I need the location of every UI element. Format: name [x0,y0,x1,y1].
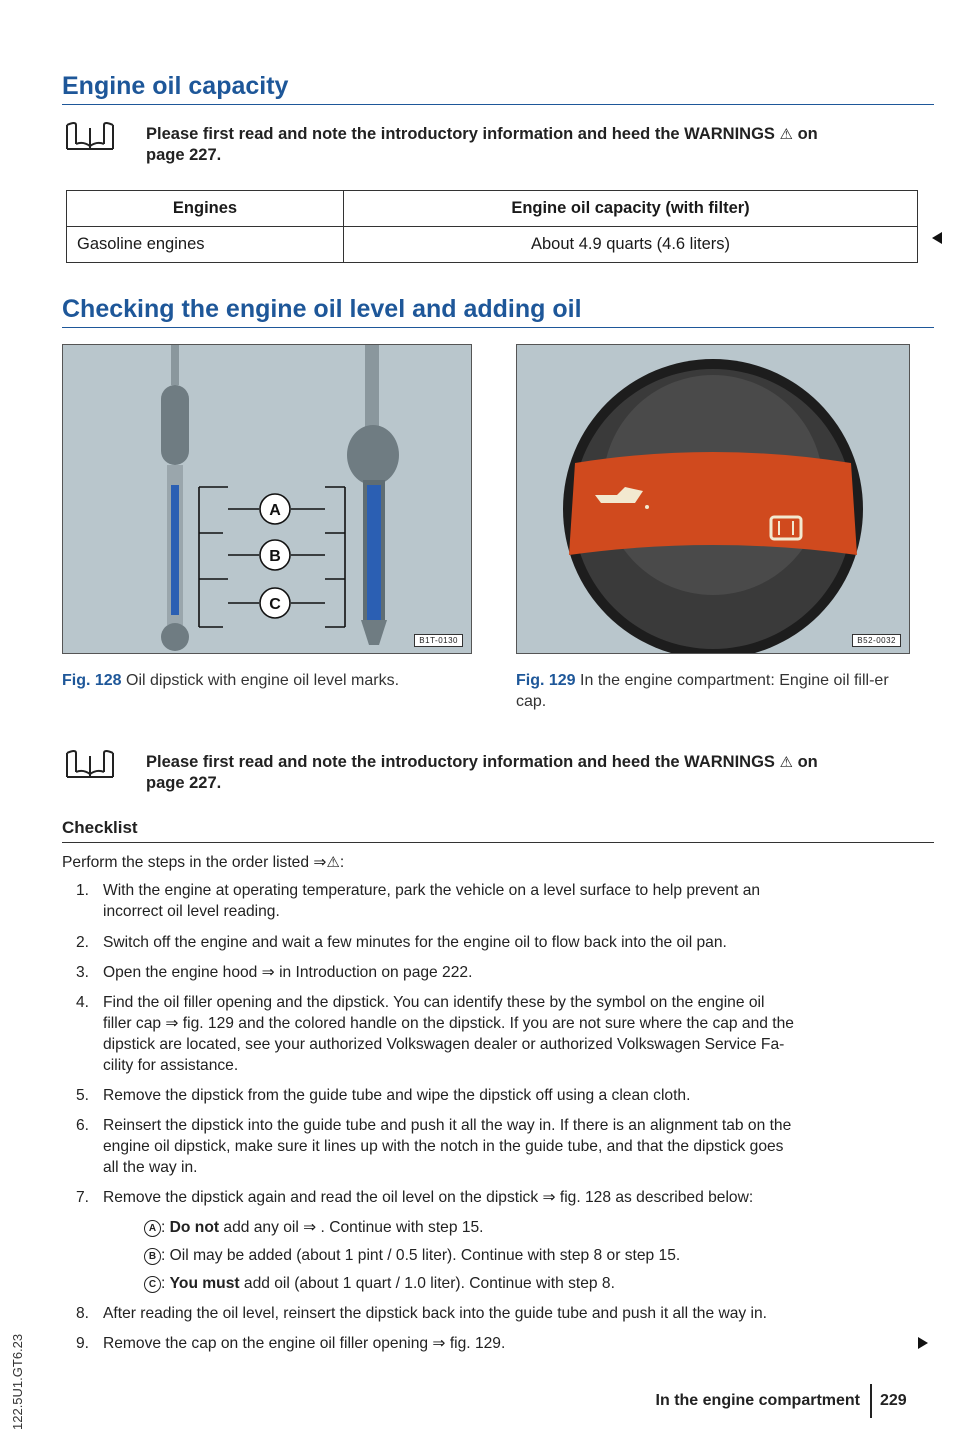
note-intro-1: Please first read and note the introductory information and heed the WARNINGS ⚠ on page 227. [146,125,818,164]
table-cell-capacity: About 4.9 quarts (4.6 liters) [344,227,918,263]
note-page-ref: page 227. [146,774,222,792]
mark-b-icon: B [144,1248,161,1265]
table-header-row [67,191,918,227]
section-title-checking-oil: Checking the engine oil level and adding oil [62,295,582,323]
step-1: 1. With the engine at operating temperature, park the vehicle on a level surface to help prevent an incorrect oil level reading. [75,882,761,920]
mark-a-label: A [269,502,281,519]
book-icon [64,122,116,152]
page-number: 229 [880,1392,907,1409]
fig-128-caption-text: Oil dipstick with engine oil level marks. [126,672,400,689]
mark-c-icon: C [144,1276,161,1293]
step-3: 3. Open the engine hood ⇒ in Introduction on page 222. [75,964,473,981]
step-5: 5. Remove the dipstick from the guide tube and wipe the dipstick off using a clean cloth. [75,1087,691,1104]
fig-129-caption-text: In the engine compartment: Engine oil fill-er cap. [516,672,889,710]
substep-a: A : Do not add any oil ⇒ . Continue with step 15. [144,1217,484,1238]
warning-icon: ⚠ [779,126,793,143]
step-8: 8. After reading the oil level, reinsert the dipstick back into the guide tube and push it all the way in. [75,1305,767,1322]
checklist-rule [62,842,934,843]
mark-a-icon: A [144,1220,161,1237]
step-2: 2. Switch off the engine and wait a few minutes for the engine oil to flow back into the oil pan. [75,934,727,951]
substep-c: C : You must add oil (about 1 quart / 1.0 liter). Continue with step 8. [144,1273,615,1294]
back-arrow-icon [932,232,942,244]
fig-128-label: Fig. 128 [62,672,122,689]
checklist-intro: Perform the steps in the order listed ⇒⚠: [62,854,345,871]
checklist-heading: Checklist [62,818,138,837]
step-4: 4. Find the oil filler opening and the dipstick. You can identify these by the symbol on the engine oil filler cap ⇒ fig. 129 and the colored handle on the dipstick. If you are not sure where the cap and the dipstick are located, see your authorized Volkswagen dealer or authorized Volkswagen Service Fa- cility for assistance. [75,994,794,1074]
table-header-engines: Engines [67,191,344,227]
note-page-ref: page 227. [146,146,222,164]
footer-divider [870,1384,872,1418]
dipstick-illustration [63,345,471,653]
step-6: 6. Reinsert the dipstick into the guide tube and push it all the way in. If there is an alignment tab on the engine oil dipstick, make sure it lines up with the notch in the guide tube, and that the dipstick goes all the way in. [75,1117,792,1176]
figure-128-dipstick [62,344,472,654]
section-title-oil-capacity: Engine oil capacity [62,72,289,100]
table-cell-engine-type: Gasoline engines [67,227,344,263]
mark-c-label: C [269,596,281,613]
table-header-capacity: Engine oil capacity (with filter) [344,191,918,227]
warning-icon: ⚠ [779,754,793,771]
filler-cap-illustration [517,345,909,653]
mark-b-label: B [269,548,281,565]
substep-b: B : Oil may be added (about 1 pint / 0.5 liter). Continue with step 8 or step 15. [144,1245,680,1266]
side-code: 122.5U1.GT6.23 [10,1333,25,1430]
figure-128-caption [62,670,482,691]
footer-section-name: In the engine compartment [655,1392,860,1409]
fig-129-label: Fig. 129 [516,672,576,689]
table-row [67,227,918,263]
figure-code-128: B1T-0130 [414,634,463,647]
step-7: 7. Remove the dipstick again and read the oil level on the dipstick ⇒ fig. 128 as described below: [75,1189,754,1206]
title-rule [62,104,934,105]
continue-arrow-icon [918,1337,928,1349]
figure-129-caption [516,670,916,712]
note-intro-2: Please first read and note the introductory information and heed the WARNINGS ⚠ on page 227. [146,753,818,792]
figure-129-filler-cap [516,344,910,654]
book-icon [64,750,116,780]
figure-code-129: B52-0032 [852,634,901,647]
oil-capacity-table [66,190,918,263]
warning-icon: ⚠ [326,854,340,871]
step-9: 9. Remove the cap on the engine oil filler opening ⇒ fig. 129. [75,1335,506,1352]
title-rule [62,327,934,328]
